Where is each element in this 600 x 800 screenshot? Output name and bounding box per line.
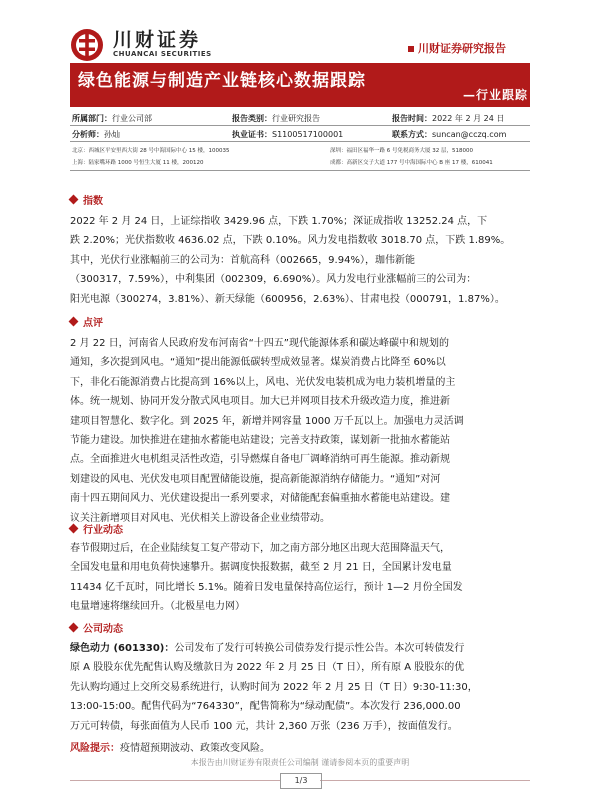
meta-dept: 所属部门：行业公司部 — [72, 114, 152, 123]
text-line: 原 A 股股东优先配售认购及缴款日为 2022 年 2 月 25 日（T 日），所有原 A 股股东的优 — [70, 662, 465, 674]
risk-note — [70, 739, 270, 754]
text-line: 电量增速将继续回升。（北极星电力网） — [70, 601, 245, 613]
text-line: 议关注新增项目对风电、光伏相关上游设备企业业绩带动。 — [70, 512, 330, 524]
page-subtitle: —行业跟踪 — [462, 88, 528, 102]
divider — [70, 141, 530, 142]
text-line-rest: 公司发布了发行可转换公司债券发行提示性公告。本次可转债发行 — [174, 643, 465, 654]
comment-paragraph — [70, 334, 530, 528]
section-heading-company: 公司动态 — [70, 620, 123, 635]
section-heading-comment: 点评 — [70, 314, 103, 329]
text-line: 2 月 22 日，河南省人民政府发布河南省“十四五”现代能源体系和碳达峰碳中和规划的 — [70, 338, 449, 349]
meta-time: 报告时间：2022 年 2 月 24 日 — [392, 114, 505, 123]
text-line: 2022 年 2 月 24 日，上证综指收 3429.96 点，下跌 1.70%；深证成指收 13252.24 点，下 — [70, 216, 488, 227]
text-line: 阳光电源（300274，3.81%）、新天绿能（600956，2.63%）、甘肃电投（000791，1.87%）。 — [70, 293, 505, 305]
meta-analyst: 分析师：孙灿 — [72, 130, 120, 139]
text-line: 先认购均通过上交所交易系统进行，认购时间为 2022 年 2 月 25 日（T 日）9:30-11:30， — [70, 681, 478, 693]
section-heading-industry: 行业动态 — [70, 521, 123, 536]
company-name: 绿色动力 (601330)： — [70, 643, 175, 654]
address-shenzhen: 深圳：福田区福华一路 6 号免税商务大厦 32 层，518000 — [330, 148, 473, 154]
meta-category: 报告类别：行业研究报告 — [232, 114, 320, 123]
text-line — [70, 639, 530, 658]
meta-contact[interactable]: 联系方式：suncan@cczq.com — [392, 130, 507, 139]
text-line: 划建设的风电、光伏发电项目配置储能设施，提高新能源消纳存储能力。“通知”对河 — [70, 473, 441, 485]
index-paragraph — [70, 212, 530, 309]
page-number: 1/3 — [280, 773, 322, 789]
section-heading-index: 指数 — [70, 192, 103, 207]
text-line: 春节假期过后，在企业陆续复工复产带动下，加之南方部分地区出现大范围降温天气， — [70, 543, 450, 554]
text-line: （300317，7.59%），中利集团（002309，6.690%）。风力发电行业涨幅前三的公司为： — [70, 274, 477, 286]
text-line: 体。统一规划、协同开发分散式风电项目。加大已并网项目技术升级改造力度，推进新 — [70, 396, 450, 408]
text-line: 南十四五期间风力、光伏建设提出一系列要求，对储能配套偏重抽水蓄能电站建设。建 — [70, 493, 450, 505]
footer-rule-left — [70, 780, 280, 781]
text-line: 万元可转债，每张面值为人民币 100 元，共计 2,360 万张（236 万手），按面值发行。 — [70, 720, 458, 732]
text-line: 下，非化石能源消费占比提高到 16%以上，风电、光伏发电装机成为电力装机增量的主 — [70, 376, 456, 388]
brand-name-en: CHUANCAI SECURITIES — [113, 50, 212, 58]
address-chengdu: 成都：高新区交子大道 177 号中海国际中心 B 座 17 楼，610041 — [330, 160, 493, 166]
address-beijing: 北京：西城区平安里西大街 28 号中海国际中心 15 楼，100035 — [72, 148, 230, 154]
text-line: 建项目智慧化、数字化。到 2025 年，新增并网容量 1000 万千瓦以上。加强电力灵活调 — [70, 415, 464, 427]
text-line: 点。全面推进火电机组灵活性改造，引导燃煤自备电厂调峰消纳可再生能源。推动新规 — [70, 454, 450, 466]
divider — [70, 170, 530, 171]
text-line: 全国发电量和用电负荷快速攀升。据调度快报数据，截至 2 月 21 日，全国累计发电量 — [70, 562, 452, 574]
text-line: 节能力建设。加快推进在建抽水蓄能电站建设；完善支持政策，谋划新一批抽水蓄能站 — [70, 435, 450, 447]
report-type-label: 川财证券研究报告 — [418, 42, 506, 55]
text-line: 11434 亿千瓦时，同比增长 5.1%。随着日发电量保持高位运行，预计 1—2 月份全国发 — [70, 581, 463, 593]
footer-rule-right — [320, 780, 530, 781]
risk-text: 疫情超预期波动、政策改变风险。 — [120, 743, 270, 754]
footer-disclaimer: 本报告由川财证券有限责任公司编制 谨请参阅本页的重要声明 — [190, 758, 410, 767]
company-paragraph — [70, 639, 530, 736]
text-line: 通知，多次提到风电。“通知”提出能源低碳转型成效显著。煤炭消费占比降至 60%以 — [70, 357, 446, 369]
address-shanghai: 上海：陆家嘴环路 1000 号恒生大厦 11 楼，200120 — [72, 160, 204, 166]
page-title: 绿色能源与制造产业链核心数据跟踪 — [78, 71, 366, 91]
risk-label: 风险提示： — [70, 743, 120, 754]
meta-cert: 执业证书：S1100517100001 — [232, 130, 344, 139]
text-line: 跌 2.20%；光伏指数收 4636.02 点，下跌 0.10%。风力发电指数收 3018.70 点，下跌 1.89%。 — [70, 235, 511, 247]
text-line: 13:00-15:00。配售代码为“764330”，配售简称为“绿动配债”。本次发行 236,000.00 — [70, 701, 461, 713]
report-type-tag — [408, 40, 506, 56]
company-logo-icon — [70, 28, 104, 62]
industry-paragraph — [70, 539, 530, 617]
text-line: 其中，光伏行业涨幅前三的公司为：首航高科（002665，9.94%），珈伟新能 — [70, 254, 415, 266]
brand-name: 川财证券 — [113, 29, 202, 51]
divider — [70, 125, 530, 126]
